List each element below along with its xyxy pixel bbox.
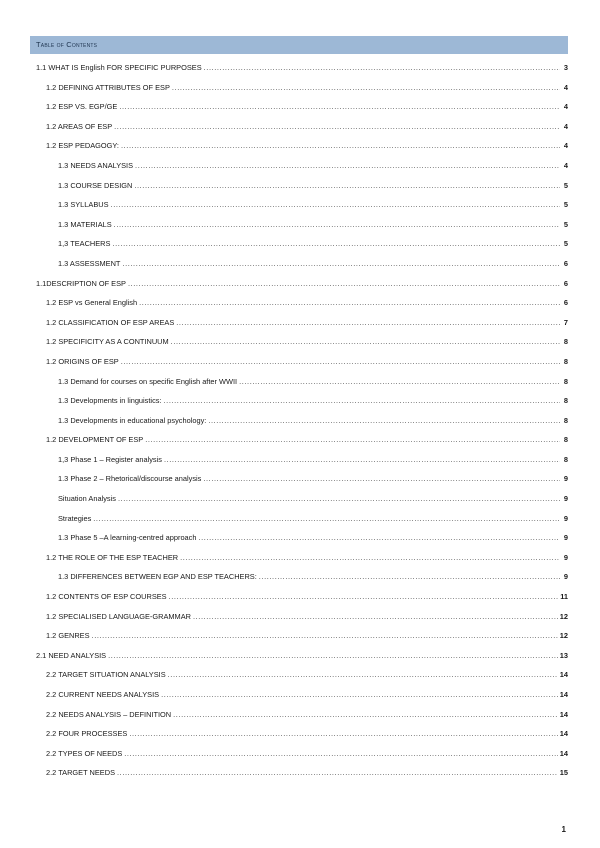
dot-leader [114,215,560,235]
toc-entry[interactable] [30,744,568,764]
toc-entry[interactable] [30,548,568,568]
toc-entry[interactable] [30,724,568,744]
dot-leader [161,685,558,705]
toc-entry-page: 11 [560,592,568,602]
toc-entry[interactable] [30,587,568,607]
dot-leader [118,489,560,509]
toc-entry[interactable] [30,450,568,470]
dot-leader [108,646,558,666]
toc-entry[interactable] [30,411,568,431]
dot-leader [180,548,560,568]
dot-leader [164,391,560,411]
toc-entry-label: 1.3 DIFFERENCES BETWEEN EGP AND ESP TEACHERS: [58,572,257,582]
dot-leader [112,234,560,254]
toc-entry-page: 4 [563,160,568,170]
toc-entry[interactable] [30,509,568,529]
toc-entry[interactable] [30,58,568,78]
toc-entry-label: 1.3 NEEDS ANALYSIS [58,160,134,170]
toc-entry-label: 1.1 WHAT IS English FOR SPECIFIC PURPOSES [36,63,202,72]
toc-entry-label: 2.2 TARGET NEEDS [46,768,116,778]
toc-entry[interactable] [30,215,568,235]
toc-entry[interactable] [30,97,568,117]
toc-entry[interactable] [30,117,568,137]
toc-entry[interactable] [30,430,568,450]
toc-entry-page: 12 [559,631,568,641]
toc-entry-page: 13 [559,650,568,660]
dot-leader [93,509,560,529]
toc-entry-label: 1.3 SYLLABUS [58,200,109,210]
toc-entry[interactable] [30,234,568,254]
toc-entry-page: 9 [563,533,568,543]
dot-leader [172,78,560,98]
toc-entry-label: 1.2 SPECIFICITY AS A CONTINUUM [46,337,169,347]
toc-entry-page: 8 [563,415,568,425]
toc-entry-page: 9 [563,474,568,484]
toc-entry-label: 1.2 DEVELOPMENT OF ESP [46,435,144,445]
toc-entry-page: 9 [563,572,568,582]
toc-entry-page: 9 [563,513,568,523]
toc-entry-page: 14 [559,729,568,739]
dot-leader [119,97,560,117]
dot-leader [193,607,558,627]
toc-entry-page: 4 [563,82,568,92]
toc-entry[interactable] [30,391,568,411]
toc-entry[interactable] [30,685,568,705]
toc-entry-page: 4 [563,141,568,151]
dot-leader [111,195,560,215]
dot-leader [114,117,560,137]
toc-entry-label: 2.1 NEED ANALYSIS [36,650,107,660]
toc-title: Table of Contents [30,36,568,54]
toc-entry[interactable] [30,313,568,333]
toc-entry-page: 9 [563,552,568,562]
toc-entry[interactable] [30,646,568,666]
toc-entry[interactable] [30,78,568,98]
toc-entry-label: 1.2 SPECIALISED LANGUAGE-GRAMMAR [46,611,191,621]
page-number: 1 [561,825,566,834]
toc-entry-page: 4 [563,102,568,112]
toc-entry[interactable] [30,705,568,725]
toc-entry-label: 1.3 Developments in linguistics: [58,396,162,406]
toc-entry-page: 4 [563,121,568,131]
toc-entry-page: 8 [563,435,568,445]
dot-leader [122,254,560,274]
toc-entry-label: 1.3 Phase 5 –A learning-centred approach [58,533,197,543]
toc-entry[interactable] [30,274,568,294]
toc-entry-page: 14 [559,670,568,680]
toc-entry-label: 1.2 DEFINING ATTRIBUTES OF ESP [46,82,170,92]
toc-entry-label: 1.2 ESP vs General English [46,298,138,308]
dot-leader [198,528,560,548]
dot-leader [92,626,558,646]
toc-entry-page: 8 [563,376,568,386]
toc-entry-page: 5 [563,180,568,190]
toc-entry-label: 1.2 AREAS OF ESP [46,121,113,131]
toc-entry-label: 2.2 TYPES OF NEEDS [46,748,123,758]
toc-entry-label: 1.3 Demand for courses on specific English after WWII [58,376,238,386]
dot-leader [135,156,560,176]
dot-leader [121,136,560,156]
dot-leader [139,293,560,313]
toc-entry-label: 2.2 TARGET SITUATION ANALYSIS [46,670,166,680]
toc-entry[interactable] [30,489,568,509]
toc-entry[interactable] [30,626,568,646]
toc-entry-page: 12 [559,611,568,621]
toc-entry-page: 6 [563,298,568,308]
toc-entry-label: 1.2 ESP VS. EGP/GE [46,102,118,112]
toc-entry-page: 8 [563,356,568,366]
toc-entry-label: 1.3 Developments in educational psychology: [58,415,207,425]
toc-entry[interactable] [30,665,568,685]
toc-entry-page: 14 [559,690,568,699]
toc-entry[interactable] [30,607,568,627]
toc-entry-page: 8 [563,454,568,464]
toc-entry[interactable] [30,254,568,274]
toc-entry-label: 1.2 THE ROLE OF THE ESP TEACHER [46,552,179,562]
dot-leader [259,567,560,587]
toc-entry-page: 5 [563,200,568,210]
toc-entry-page: 8 [563,396,568,406]
toc-entry-label: 1.3 ASSESSMENT [58,258,121,268]
toc-entry-page: 5 [563,219,568,229]
toc-entry-label: 1,3 Phase 1 – Register analysis [58,454,162,464]
toc-entry[interactable] [30,528,568,548]
toc-entry-page: 5 [563,239,568,249]
toc-entry-label: 1.3 Phase 2 – Rhetorical/discourse analysis [58,474,202,484]
toc-entry-page: 14 [559,709,568,719]
dot-leader [121,352,560,372]
toc-entry-label: 2.2 CURRENT NEEDS ANALYSIS [46,690,160,699]
toc-entry[interactable] [30,469,568,489]
dot-leader [176,313,560,333]
dot-leader [169,587,559,607]
dot-leader [203,469,560,489]
toc-entry-label: 1.3 COURSE DESIGN [58,180,133,190]
toc-entry-label: 1.2 GENRES [46,631,90,641]
toc-entry-page: 15 [559,768,568,778]
toc-entry[interactable] [30,195,568,215]
toc-entry-page: 8 [563,337,568,347]
dot-leader [124,744,558,764]
toc-entry-page: 3 [563,63,568,72]
toc-entry-label: 2.2 FOUR PROCESSES [46,729,128,739]
toc-entry-label: 2.2 NEEDS ANALYSIS – DEFINITION [46,709,172,719]
dot-leader [117,763,558,783]
toc-entry[interactable] [30,763,568,783]
toc-entry-label: 1.2 ESP PEDAGOGY: [46,141,119,151]
dot-leader [128,274,560,294]
toc-entry[interactable] [30,293,568,313]
toc-entry[interactable] [30,136,568,156]
toc-entry[interactable] [30,156,568,176]
toc-entry[interactable] [30,332,568,352]
dot-leader [173,705,558,725]
toc-entry-page: 6 [563,278,568,288]
dot-leader [145,430,560,450]
toc-entry-page: 7 [563,317,568,327]
toc-entry-page: 14 [559,748,568,758]
dot-leader [134,176,560,196]
dot-leader [164,450,560,470]
toc-entry[interactable] [30,352,568,372]
toc-entry-label: 1.2 CONTENTS OF ESP COURSES [46,592,167,602]
toc-entry-label: Situation Analysis [58,494,116,504]
dot-leader [208,411,560,431]
toc-entry-page: 9 [563,494,568,504]
toc-entry-page: 6 [563,258,568,268]
dot-leader [168,665,558,685]
toc-entry-label: 1.2 CLASSIFICATION OF ESP AREAS [46,317,175,327]
toc-entry[interactable] [30,567,568,587]
toc-entry-label: 1.1DESCRIPTION OF ESP [36,278,126,288]
toc-entry[interactable] [30,372,568,392]
toc-entry-label: 1,3 TEACHERS [58,239,111,249]
dot-leader [171,332,560,352]
toc-entry-label: 1.3 MATERIALS [58,219,112,229]
dot-leader [129,724,557,744]
dot-leader [239,372,560,392]
toc-entry[interactable] [30,176,568,196]
toc-entry-label: 1.2 ORIGINS OF ESP [46,356,119,366]
toc-entry-label: Strategies [58,513,92,523]
dot-leader [204,58,560,78]
table-of-contents [30,58,568,783]
